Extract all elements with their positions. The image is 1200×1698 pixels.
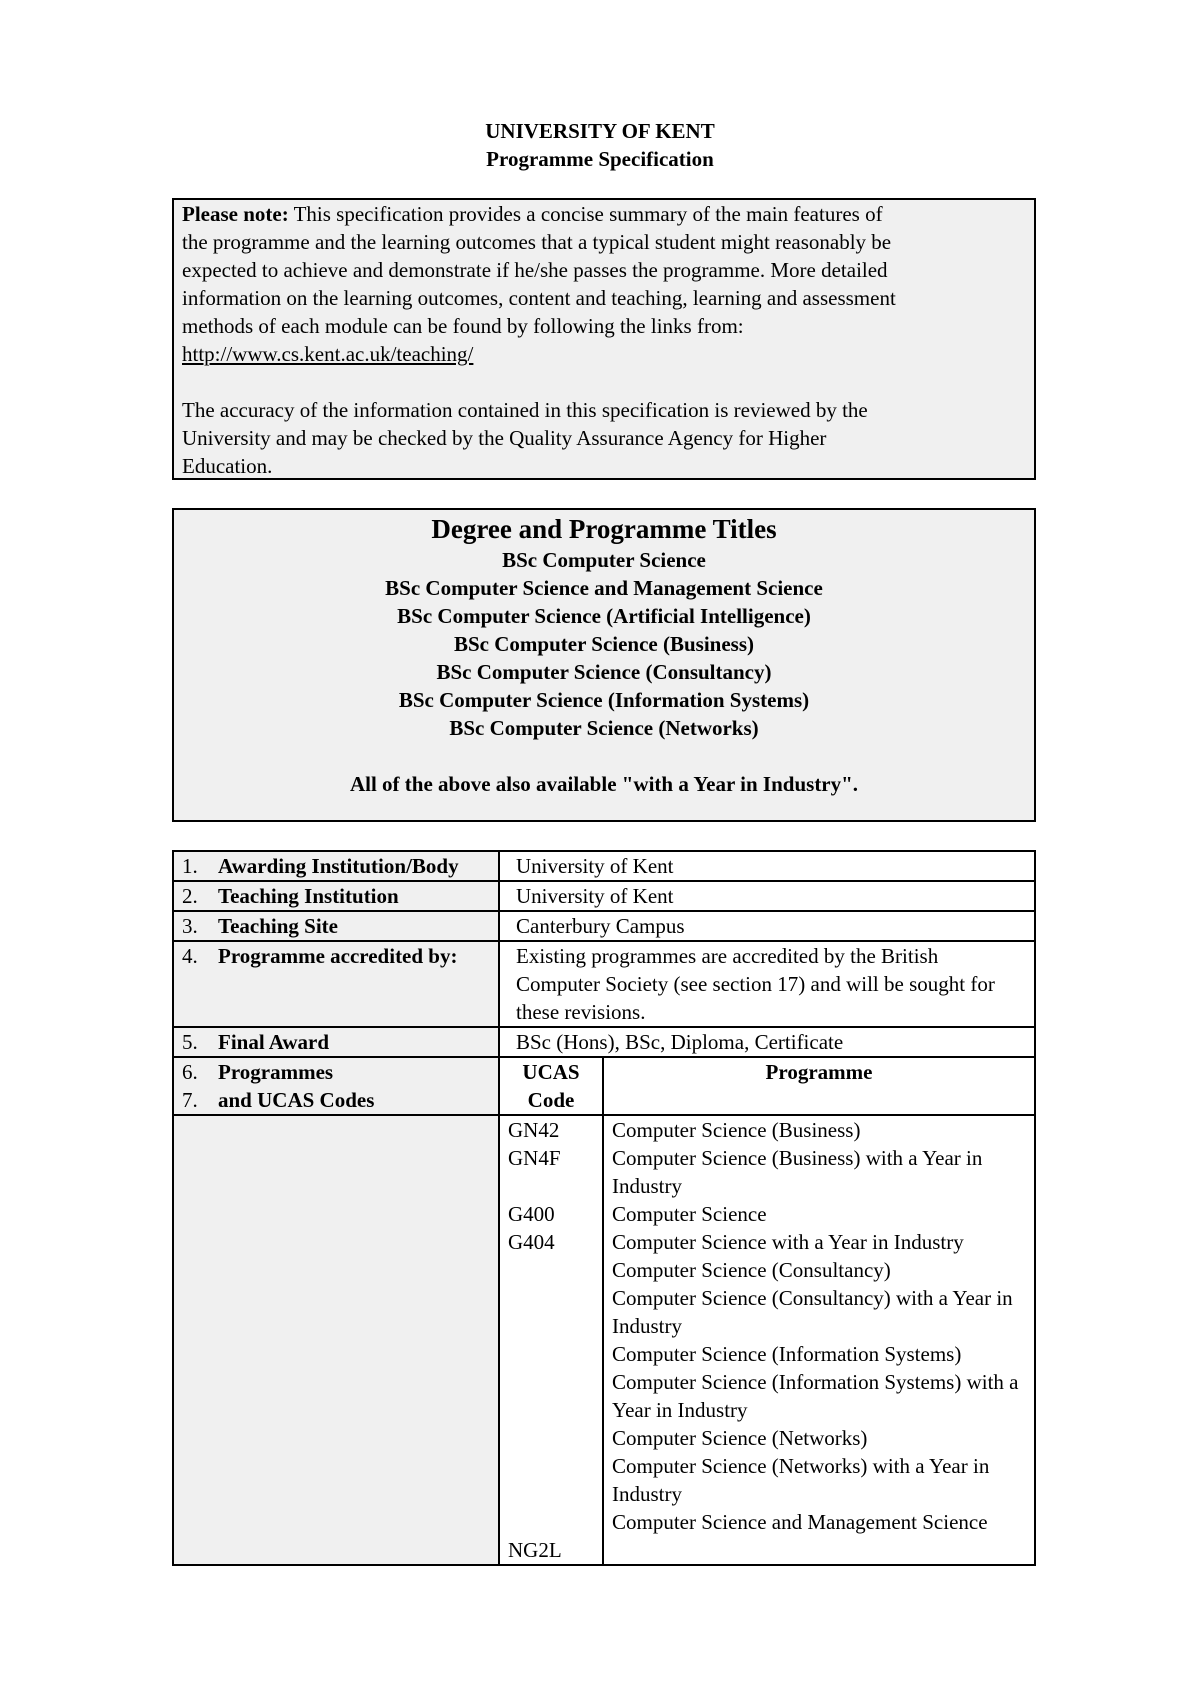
ucas-code xyxy=(508,1340,594,1368)
note-line: expected to achieve and demonstrate if he/she passes the programme. More detailed xyxy=(182,258,888,282)
note-text: This specification provides a concise summary of the main features of xyxy=(293,202,883,226)
note-line: methods of each module can be found by following the links from: xyxy=(182,314,744,338)
programme-name: Computer Science (Business) xyxy=(612,1118,861,1142)
ucas-code xyxy=(508,1368,594,1396)
note-line xyxy=(182,340,1026,368)
ucas-code-header: UCAS Code xyxy=(499,1057,603,1115)
row-value: Canterbury Campus xyxy=(516,914,685,938)
ucas-code xyxy=(508,1172,594,1200)
table-row xyxy=(173,1027,1035,1057)
programme-spec-table xyxy=(172,850,1036,1566)
degree-title: BSc Computer Science (Business) xyxy=(453,632,755,656)
note-label: Please note: xyxy=(182,202,289,226)
year-in-industry-note: All of the above also available "with a Year in Industry". xyxy=(349,772,859,796)
row-label: Final Award xyxy=(218,1030,330,1054)
row-value: Existing programmes are accredited by the British Computer Society (see section 17) and will be sought for these revisions. xyxy=(516,944,995,1024)
programme-name: Computer Science (Information Systems) xyxy=(612,1342,962,1366)
table-row xyxy=(173,851,1035,881)
programme-name: Computer Science (Networks) with a Year in Industry xyxy=(612,1454,990,1506)
degree-title: BSc Computer Science (Networks) xyxy=(449,716,759,740)
table-row xyxy=(173,881,1035,911)
programme-name: Computer Science with a Year in Industry xyxy=(612,1230,964,1254)
ucas-code: G404 xyxy=(508,1230,555,1254)
row-number: 2. xyxy=(182,884,198,908)
row-label: Programmes xyxy=(218,1060,334,1084)
row-number: 5. xyxy=(182,1030,198,1054)
row-label: Teaching Institution xyxy=(218,884,399,908)
row-label: Programme accredited by: xyxy=(218,944,458,968)
programme-name: Computer Science and Management Science xyxy=(612,1510,988,1534)
row-label: Awarding Institution/Body xyxy=(218,854,459,878)
row-value: BSc (Hons), BSc, Diploma, Certificate xyxy=(516,1030,844,1054)
row-number: 3. xyxy=(182,914,198,938)
row-number: 4. xyxy=(182,944,198,968)
row-number: 6. xyxy=(182,1060,198,1084)
row-value: University of Kent xyxy=(516,884,674,908)
row-label: and UCAS Codes xyxy=(218,1088,375,1112)
degree-title: BSc Computer Science (Artificial Intelligence) xyxy=(397,604,811,628)
degree-title: BSc Computer Science xyxy=(502,548,706,572)
ucas-code xyxy=(508,1396,594,1424)
degree-title: BSc Computer Science (Information Systems) xyxy=(398,688,810,712)
page-header xyxy=(0,117,1200,173)
degree-titles-box xyxy=(172,508,1036,822)
ucas-code: GN4F xyxy=(508,1146,561,1170)
university-name: UNIVERSITY OF KENT xyxy=(485,119,715,143)
programmes-header-row xyxy=(173,1057,1035,1115)
ucas-code: NG2L xyxy=(508,1538,562,1562)
programme-name: Computer Science (Networks) xyxy=(612,1426,868,1450)
programme-name: Computer Science xyxy=(612,1202,767,1226)
note-line: the programme and the learning outcomes that a typical student might reasonably be xyxy=(182,230,892,254)
degree-title: BSc Computer Science (Consultancy) xyxy=(436,660,772,684)
accuracy-line: The accuracy of the information contained in this specification is reviewed by the xyxy=(182,398,868,422)
table-row xyxy=(173,941,1035,1027)
accuracy-line: Education. xyxy=(182,454,273,478)
row-value: University of Kent xyxy=(516,854,674,878)
degree-titles-heading: Degree and Programme Titles xyxy=(431,514,777,544)
programme-header: Programme xyxy=(603,1057,1035,1115)
programme-name: Computer Science (Consultancy) xyxy=(612,1258,891,1282)
row-number: 1. xyxy=(182,854,198,878)
ucas-code xyxy=(508,1508,594,1536)
ucas-code xyxy=(508,1256,594,1284)
programme-name: Computer Science (Information Systems) with a Year in Industry xyxy=(612,1370,1019,1422)
row-label: Teaching Site xyxy=(218,914,338,938)
teaching-link[interactable]: http://www.cs.kent.ac.uk/teaching/ xyxy=(182,342,474,366)
accuracy-line: University and may be checked by the Quality Assurance Agency for Higher xyxy=(182,426,827,450)
programme-name: Computer Science (Business) with a Year in Industry xyxy=(612,1146,983,1198)
table-row xyxy=(173,911,1035,941)
note-line: information on the learning outcomes, content and teaching, learning and assessment xyxy=(182,286,896,310)
ucas-code xyxy=(508,1452,594,1480)
ucas-code xyxy=(508,1284,594,1312)
note-box xyxy=(172,198,1036,480)
programmes-body-row xyxy=(173,1115,1035,1565)
note-line xyxy=(182,200,1026,228)
ucas-code: GN42 xyxy=(508,1118,560,1142)
ucas-code xyxy=(508,1424,594,1452)
ucas-code xyxy=(508,1312,594,1340)
ucas-code: G400 xyxy=(508,1202,555,1226)
programme-name: Computer Science (Consultancy) with a Year in Industry xyxy=(612,1286,1013,1338)
document-title: Programme Specification xyxy=(486,147,714,171)
row-number: 7. xyxy=(182,1088,198,1112)
ucas-code xyxy=(508,1480,594,1508)
degree-title: BSc Computer Science and Management Science xyxy=(385,576,823,600)
